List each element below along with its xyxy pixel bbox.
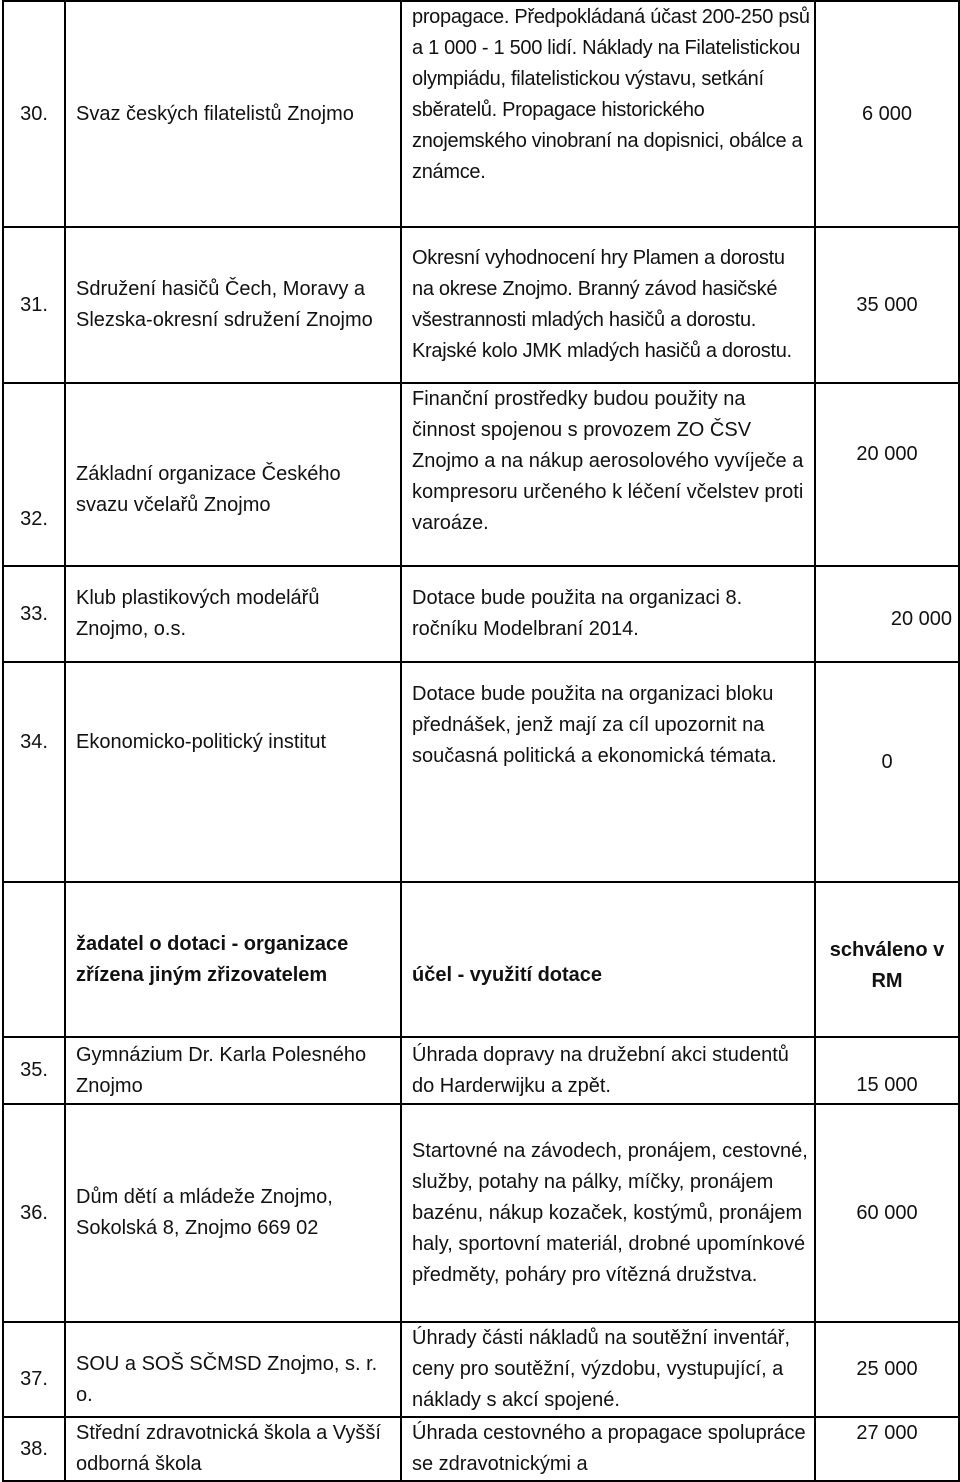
organization-name: Svaz českých filatelistů Znojmo: [65, 1, 401, 227]
purpose-text: Startovné na závodech, pronájem, cestovné, služby, potahy na pálky, míčky, pronájem bazénu, nákup kozaček, kostýmů, pronájem haly, sportovní materiál, drobné upomínkové předměty, poháry pro vítězná družstva.: [401, 1104, 815, 1322]
organization-name: Gymnázium Dr. Karla Polesného Znojmo: [65, 1037, 401, 1104]
row-number: 36.: [3, 1104, 65, 1322]
organization-name: Klub plastikových modelářů Znojmo, o.s.: [65, 566, 401, 662]
table-row: [3, 566, 959, 662]
table-row: [3, 227, 959, 383]
organization-name: Základní organizace Českého svazu včelařů Znojmo: [65, 383, 401, 566]
row-number: 32.: [3, 383, 65, 566]
purpose-text: Dotace bude použita na organizaci bloku přednášek, jenž mají za cíl upozornit na současná politická a ekonomická témata.: [401, 662, 815, 882]
purpose-text: Dotace bude použita na organizaci 8. ročníku Modelbraní 2014.: [401, 566, 815, 662]
row-number: 37.: [3, 1322, 65, 1417]
organization-name: Střední zdravotnická škola a Vyšší odborná škola: [65, 1417, 401, 1481]
table-header-row: [3, 882, 959, 1037]
table-row: [3, 1, 959, 227]
table-row: [3, 383, 959, 566]
purpose-text: propagace. Předpokládaná účast 200-250 psů a 1 000 - 1 500 lidí. Náklady na Filatelistickou olympiádu, filatelistickou výstavu, setkání sběratelů. Propagace historického znojemského vinobraní na dopisnici, obálce a známce.: [401, 1, 815, 227]
approved-amount: 6 000: [815, 1, 959, 227]
purpose-text: Finanční prostředky budou použity na činnost spojenou s provozem ZO ČSV Znojmo a na nákup aerosolového vyvíječe a kompresoru určeného k léčení včelstev proti varoáze.: [401, 383, 815, 566]
organization-name: Dům dětí a mládeže Znojmo, Sokolská 8, Znojmo 669 02: [65, 1104, 401, 1322]
row-number: 35.: [3, 1037, 65, 1104]
purpose-text: Úhrada dopravy na družební akci studentů do Harderwijku a zpět.: [401, 1037, 815, 1104]
purpose-text: Okresní vyhodnocení hry Plamen a dorostu na okrese Znojmo. Branný závod hasičské všestrannosti mladých hasičů a dorostu. Krajské kolo JMK mladých hasičů a dorostu.: [401, 227, 815, 383]
approved-amount: 25 000: [815, 1322, 959, 1417]
table-row: [3, 1037, 959, 1104]
table-row: [3, 1417, 959, 1481]
header-approved: schváleno v RM: [815, 882, 959, 1037]
approved-amount: 60 000: [815, 1104, 959, 1322]
grant-table: [2, 0, 960, 1482]
header-purpose: účel - využití dotace: [401, 882, 815, 1037]
approved-amount: 20 000: [815, 566, 959, 662]
approved-amount: 15 000: [815, 1037, 959, 1104]
organization-name: Ekonomicko-politický institut: [65, 662, 401, 882]
row-number: 30.: [3, 1, 65, 227]
approved-amount: 20 000: [815, 383, 959, 566]
row-number: 38.: [3, 1417, 65, 1481]
approved-amount: 35 000: [815, 227, 959, 383]
approved-amount: 27 000: [815, 1417, 959, 1481]
organization-name: Sdružení hasičů Čech, Moravy a Slezska-okresní sdružení Znojmo: [65, 227, 401, 383]
row-number: 31.: [3, 227, 65, 383]
header-applicant: žadatel o dotaci - organizace zřízena jiným zřizovatelem: [65, 882, 401, 1037]
table-row: [3, 1322, 959, 1417]
row-number: 33.: [3, 566, 65, 662]
header-number-cell: [3, 882, 65, 1037]
purpose-text: Úhrady části nákladů na soutěžní inventář, ceny pro soutěžní, výzdobu, vystupující, a náklady s akcí spojené.: [401, 1322, 815, 1417]
row-number: 34.: [3, 662, 65, 882]
purpose-text: Úhrada cestovného a propagace spolupráce se zdravotnickými a: [401, 1417, 815, 1481]
table-row: [3, 662, 959, 882]
organization-name: SOU a SOŠ SČMSD Znojmo, s. r. o.: [65, 1322, 401, 1417]
approved-amount: 0: [815, 662, 959, 882]
table-row: [3, 1104, 959, 1322]
